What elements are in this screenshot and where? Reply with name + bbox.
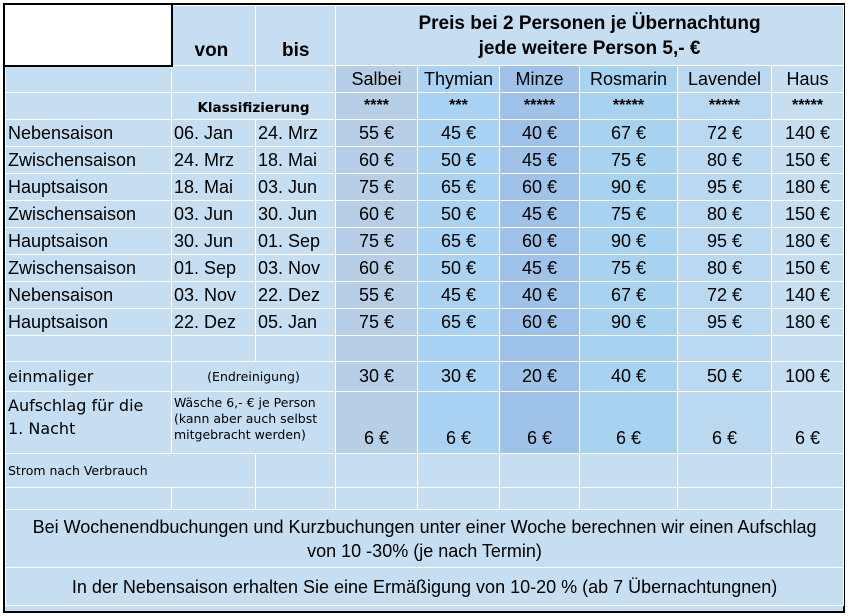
season-from: 22. Dez bbox=[172, 309, 256, 336]
price-cell: 45 € bbox=[500, 255, 580, 282]
season-from: 18. Mai bbox=[172, 174, 256, 201]
blank-cell bbox=[772, 336, 844, 362]
blank-cell bbox=[6, 336, 172, 362]
price-cell: 45 € bbox=[500, 201, 580, 228]
price-cell: 140 € bbox=[772, 282, 844, 309]
laundry-price: 6 € bbox=[500, 392, 580, 454]
price-cell: 50 € bbox=[418, 147, 500, 174]
price-cell: 67 € bbox=[580, 282, 678, 309]
price-cell: 65 € bbox=[418, 228, 500, 255]
price-cell: 95 € bbox=[678, 228, 772, 255]
price-cell: 90 € bbox=[580, 174, 678, 201]
season-from: 03. Nov bbox=[172, 282, 256, 309]
price-cell: 45 € bbox=[418, 282, 500, 309]
surcharge-label-line1: einmaliger bbox=[6, 362, 172, 392]
season-row bbox=[6, 201, 844, 228]
weekend-surcharge-note: Bei Wochenendbuchungen und Kurzbuchungen unter einer Woche berechnen wir einen Aufschlag von 10 -30% (je nach Termin) bbox=[6, 510, 844, 568]
price-cell: 60 € bbox=[500, 174, 580, 201]
blank-cell bbox=[336, 488, 418, 510]
price-cell: 40 € bbox=[500, 120, 580, 147]
price-cell: 60 € bbox=[336, 255, 418, 282]
blank-cell bbox=[6, 66, 172, 93]
season-name: Zwischensaison bbox=[6, 201, 172, 228]
price-cell: 80 € bbox=[678, 255, 772, 282]
season-row bbox=[6, 282, 844, 309]
price-cell: 150 € bbox=[772, 255, 844, 282]
house-name-minze: Minze bbox=[500, 66, 580, 93]
price-cell: 72 € bbox=[678, 282, 772, 309]
price-cell: 150 € bbox=[772, 147, 844, 174]
blank-cell bbox=[500, 488, 580, 510]
blank-cell bbox=[500, 454, 580, 488]
price-cell: 45 € bbox=[418, 120, 500, 147]
price-cell: 60 € bbox=[500, 228, 580, 255]
price-cell: 60 € bbox=[336, 201, 418, 228]
blank-cell bbox=[256, 66, 336, 93]
price-cell: 180 € bbox=[772, 309, 844, 336]
season-row bbox=[6, 228, 844, 255]
blank-cell bbox=[336, 454, 418, 488]
price-cell: 75 € bbox=[580, 147, 678, 174]
price-header bbox=[336, 6, 844, 66]
cleaning-price: 100 € bbox=[772, 362, 844, 392]
price-sheet bbox=[3, 3, 845, 613]
stars-thymian: *** bbox=[418, 93, 500, 120]
season-name: Hauptsaison bbox=[6, 309, 172, 336]
price-cell: 75 € bbox=[580, 201, 678, 228]
season-to: 05. Jan bbox=[256, 309, 336, 336]
blank-cell bbox=[678, 454, 772, 488]
cleaning-price: 20 € bbox=[500, 362, 580, 392]
cleaning-price: 50 € bbox=[678, 362, 772, 392]
top-left-blank bbox=[6, 6, 172, 66]
surcharge-label bbox=[6, 392, 172, 454]
price-cell: 40 € bbox=[500, 282, 580, 309]
cleaning-price: 40 € bbox=[580, 362, 678, 392]
price-table bbox=[5, 5, 844, 606]
house-name-haus: Haus bbox=[772, 66, 844, 93]
house-name-lavendel: Lavendel bbox=[678, 66, 772, 93]
blank-cell bbox=[418, 336, 500, 362]
season-row bbox=[6, 120, 844, 147]
season-from: 06. Jan bbox=[172, 120, 256, 147]
blank-cell bbox=[256, 454, 336, 488]
laundry-price: 6 € bbox=[418, 392, 500, 454]
laundry-price: 6 € bbox=[336, 392, 418, 454]
header-von: von bbox=[172, 6, 256, 66]
season-name: Nebensaison bbox=[6, 120, 172, 147]
surcharge-label-line2: Aufschlag für die bbox=[8, 396, 144, 415]
price-cell: 75 € bbox=[336, 228, 418, 255]
blank-cell bbox=[772, 488, 844, 510]
season-row bbox=[6, 174, 844, 201]
price-cell: 150 € bbox=[772, 201, 844, 228]
blank-cell bbox=[418, 454, 500, 488]
price-cell: 72 € bbox=[678, 120, 772, 147]
blank-cell bbox=[772, 454, 844, 488]
season-name: Zwischensaison bbox=[6, 255, 172, 282]
cleaning-label: (Endreinigung) bbox=[172, 362, 336, 392]
blank-cell bbox=[6, 93, 172, 120]
season-to: 03. Jun bbox=[256, 174, 336, 201]
price-cell: 90 € bbox=[580, 228, 678, 255]
stars-minze: ***** bbox=[500, 93, 580, 120]
price-cell: 60 € bbox=[500, 309, 580, 336]
offseason-discount-note: In der Nebensaison erhalten Sie eine Ermäßigung von 10-20 % (ab 7 Übernachtungnen) bbox=[6, 568, 844, 606]
price-cell: 80 € bbox=[678, 201, 772, 228]
price-cell: 95 € bbox=[678, 309, 772, 336]
season-from: 24. Mrz bbox=[172, 147, 256, 174]
stars-salbei: **** bbox=[336, 93, 418, 120]
price-cell: 180 € bbox=[772, 174, 844, 201]
price-cell: 75 € bbox=[580, 255, 678, 282]
house-name-salbei: Salbei bbox=[336, 66, 418, 93]
header-bis: bis bbox=[256, 6, 336, 66]
blank-cell bbox=[172, 66, 256, 93]
price-cell: 67 € bbox=[580, 120, 678, 147]
price-cell: 140 € bbox=[772, 120, 844, 147]
price-cell: 90 € bbox=[580, 309, 678, 336]
blank-cell bbox=[580, 336, 678, 362]
season-from: 03. Jun bbox=[172, 201, 256, 228]
season-name: Zwischensaison bbox=[6, 147, 172, 174]
price-cell: 75 € bbox=[336, 174, 418, 201]
season-name: Hauptsaison bbox=[6, 174, 172, 201]
price-cell: 65 € bbox=[418, 174, 500, 201]
season-to: 18. Mai bbox=[256, 147, 336, 174]
price-header-line2: jede weitere Person 5,- € bbox=[478, 37, 701, 59]
price-cell: 50 € bbox=[418, 255, 500, 282]
laundry-price: 6 € bbox=[580, 392, 678, 454]
season-from: 30. Jun bbox=[172, 228, 256, 255]
blank-cell bbox=[172, 488, 256, 510]
stars-lavendel: ***** bbox=[678, 93, 772, 120]
season-row bbox=[6, 255, 844, 282]
blank-cell bbox=[500, 336, 580, 362]
price-cell: 60 € bbox=[336, 147, 418, 174]
laundry-price: 6 € bbox=[678, 392, 772, 454]
blank-cell bbox=[6, 488, 172, 510]
price-cell: 75 € bbox=[336, 309, 418, 336]
blank-cell bbox=[418, 488, 500, 510]
price-cell: 45 € bbox=[500, 147, 580, 174]
stars-haus: ***** bbox=[772, 93, 844, 120]
season-row bbox=[6, 147, 844, 174]
blank-cell bbox=[256, 488, 336, 510]
price-cell: 50 € bbox=[418, 201, 500, 228]
season-name: Nebensaison bbox=[6, 282, 172, 309]
blank-cell bbox=[256, 336, 336, 362]
blank-cell bbox=[336, 336, 418, 362]
blank-cell bbox=[678, 488, 772, 510]
season-to: 03. Nov bbox=[256, 255, 336, 282]
classification-label: Klassifizierung bbox=[172, 93, 336, 120]
price-cell: 55 € bbox=[336, 282, 418, 309]
price-cell: 55 € bbox=[336, 120, 418, 147]
electricity-label: Strom nach Verbrauch bbox=[6, 454, 256, 488]
season-to: 24. Mrz bbox=[256, 120, 336, 147]
laundry-price: 6 € bbox=[772, 392, 844, 454]
cleaning-price: 30 € bbox=[336, 362, 418, 392]
season-to: 22. Dez bbox=[256, 282, 336, 309]
laundry-label: Wäsche 6,- € je Person (kann aber auch selbst mitgebracht werden) bbox=[172, 392, 336, 454]
season-row bbox=[6, 309, 844, 336]
price-cell: 180 € bbox=[772, 228, 844, 255]
price-cell: 65 € bbox=[418, 309, 500, 336]
blank-cell bbox=[580, 488, 678, 510]
house-name-rosmarin: Rosmarin bbox=[580, 66, 678, 93]
season-to: 01. Sep bbox=[256, 228, 336, 255]
stars-rosmarin: ***** bbox=[580, 93, 678, 120]
cleaning-price: 30 € bbox=[418, 362, 500, 392]
price-header-line1: Preis bei 2 Personen je Übernachtung bbox=[418, 12, 761, 34]
season-to: 30. Jun bbox=[256, 201, 336, 228]
blank-cell bbox=[580, 454, 678, 488]
surcharge-label-line3: 1. Nacht bbox=[8, 419, 76, 438]
season-name: Hauptsaison bbox=[6, 228, 172, 255]
price-cell: 80 € bbox=[678, 147, 772, 174]
blank-cell bbox=[678, 336, 772, 362]
season-from: 01. Sep bbox=[172, 255, 256, 282]
blank-cell bbox=[172, 336, 256, 362]
price-cell: 95 € bbox=[678, 174, 772, 201]
house-name-thymian: Thymian bbox=[418, 66, 500, 93]
